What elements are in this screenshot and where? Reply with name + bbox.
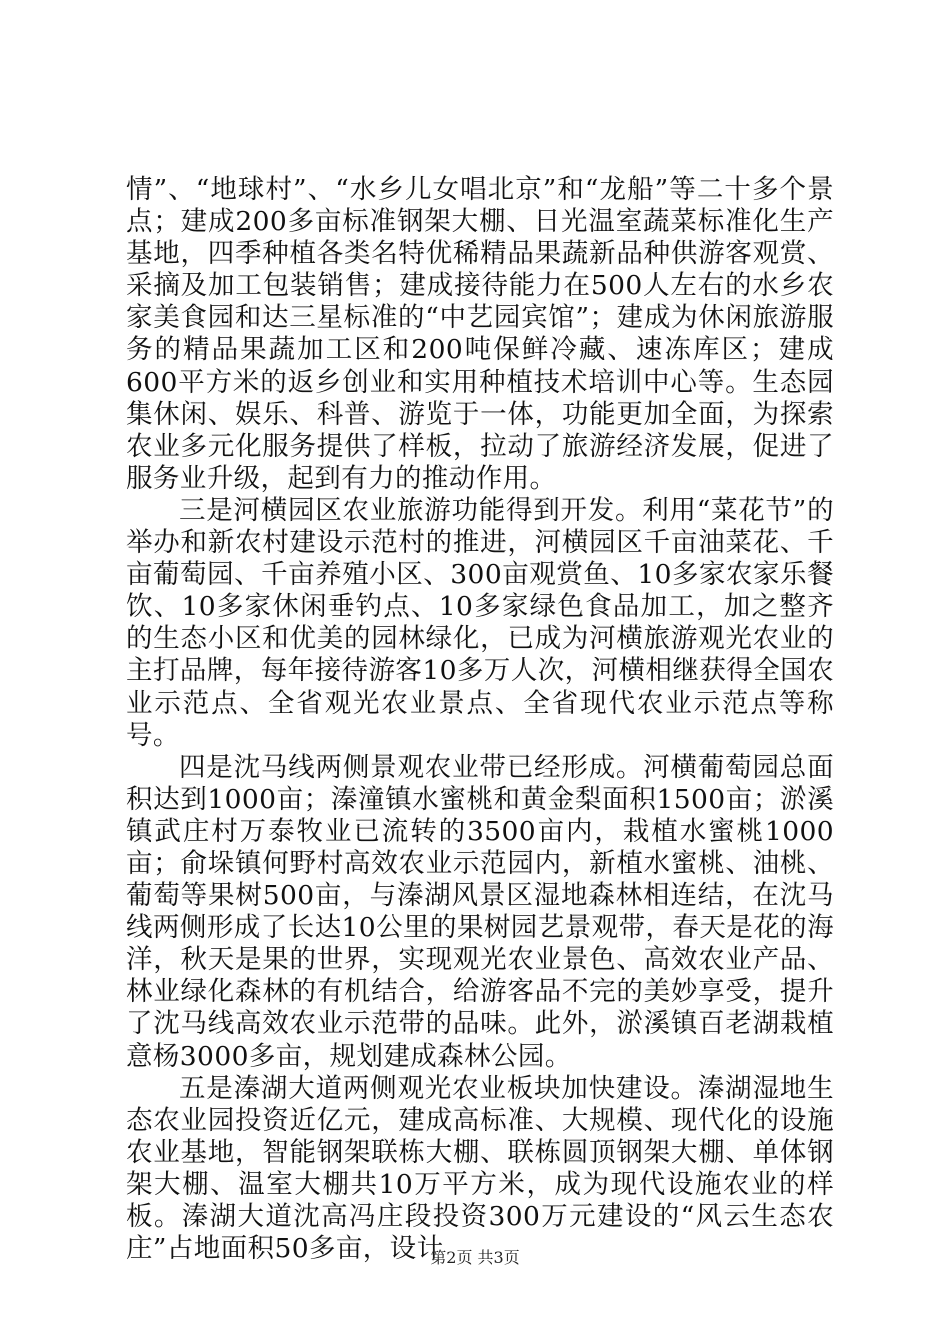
page-footer: 第2页 共3页 — [430, 1248, 520, 1267]
paragraph-2: 三是河横园区农业旅游功能得到开发。利用“菜花节”的举办和新农村建设示范村的推进，河横园区千亩油菜花、千亩葡萄园、千亩养殖小区、300亩观赏鱼、10多家农家乐餐饮、10多家休闲垂钓点、10多家绿色食品加工，加之整齐的生态小区和优美的园林绿化，已成为河横旅游观光农业的主打品牌，每年接待游客10多万人次，河横相继获得全国农业示范点、全省观光农业景点、全省现代农业示范点等称号。 — [126, 494, 834, 751]
paragraph-1: 情”、“地球村”、“水乡儿女唱北京”和“龙船”等二十多个景点；建成200多亩标准钢架大棚、日光温室蔬菜标准化生产基地，四季种植各类名特优稀精品果蔬新品种供游客观赏、采摘及加工包装销售；建成接待能力在500人左右的水乡农家美食园和达三星标准的“中艺园宾馆”；建成为休闲旅游服务的精品果蔬加工区和200吨保鲜冷藏、速冻库区；建成600平方米的返乡创业和实用种植技术培训中心等。生态园集休闲、娱乐、科普、游览于一体，功能更加全面，为探索农业多元化服务提供了样板，拉动了旅游经济发展，促进了服务业升级，起到有力的推动作用。 — [126, 174, 834, 494]
paragraph-3: 四是沈马线两侧景观农业带已经形成。河横葡萄园总面积达到1000亩；溱潼镇水蜜桃和黄金梨面积1500亩；淤溪镇武庄村万泰牧业已流转的3500亩内，栽植水蜜桃1000亩；俞垛镇何野村高效农业示范园内，新植水蜜桃、油桃、葡萄等果树500亩，与溱湖风景区湿地森林相连结，在沈马线两侧形成了长达10公里的果树园艺景观带，春天是花的海洋，秋天是果的世界，实现观光农业景色、高效农业产品、林业绿化森林的有机结合，给游客品不完的美妙享受，提升了沈马线高效农业示范带的品味。此外，淤溪镇百老湖栽植意杨3000多亩，规划建成森林公园。 — [126, 751, 834, 1072]
document-body — [126, 174, 834, 1265]
paragraph-4: 五是溱湖大道两侧观光农业板块加快建设。溱湖湿地生态农业园投资近亿元，建成高标准、大规模、现代化的设施农业基地，智能钢架联栋大棚、联栋圆顶钢架大棚、单体钢架大棚、温室大棚共10万平方米，成为现代设施农业的样板。溱湖大道沈高冯庄段投资300万元建设的“风云生态农庄”占地面积50多亩，设计 — [126, 1072, 834, 1265]
